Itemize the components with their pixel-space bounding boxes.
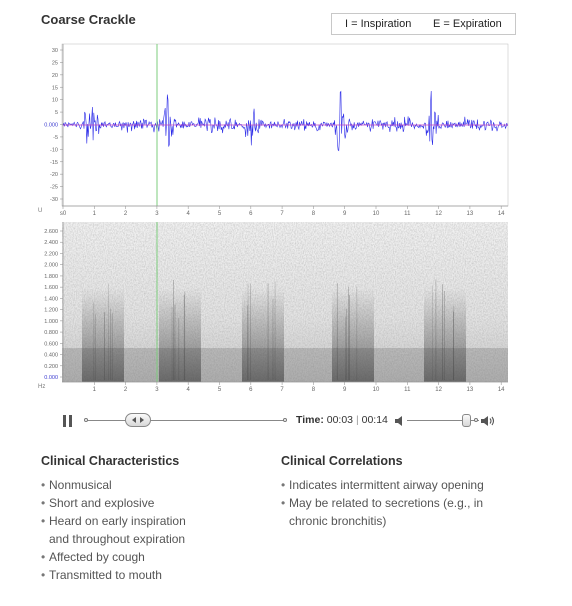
x-tick-label: 10 [372, 387, 380, 393]
correlations-list [281, 476, 531, 530]
x-tick-label: 2 [123, 387, 128, 393]
y-tick-label: 1.000 [44, 318, 58, 325]
y-tick-label: 20 [51, 72, 58, 79]
y-tick-label: 10 [51, 97, 58, 104]
y-tick-label: 5 [54, 110, 58, 117]
waveform-plot [0, 0, 572, 222]
spectrogram-y-ticks [44, 229, 63, 381]
y-tick-label: 2.200 [44, 251, 58, 258]
volume-track-end-dot [474, 418, 478, 422]
y-tick-label: 1.200 [44, 307, 58, 314]
y-tick-label: -15 [50, 159, 58, 166]
x-tick-label: 13 [466, 387, 474, 393]
x-tick-label: 6 [249, 387, 253, 393]
x-tick-label: s0 [59, 211, 67, 217]
x-tick-label: 3 [155, 211, 159, 217]
list-item: • Indicates intermittent airway opening [281, 476, 531, 494]
volume-high-icon[interactable] [480, 414, 496, 428]
list-item-continuation: and throughout expiration [49, 532, 186, 546]
x-tick-label: 13 [466, 211, 474, 217]
x-tick-label: 2 [123, 211, 128, 217]
x-tick-label: 12 [435, 211, 442, 217]
seek-track-end-dot [283, 418, 287, 422]
seek-track-start-dot [84, 418, 88, 422]
x-tick-label: 6 [249, 211, 253, 217]
x-tick-label: 7 [280, 387, 284, 393]
pause-button[interactable] [63, 415, 73, 427]
y-tick-label: 2.400 [44, 240, 58, 247]
list-item: • Affected by cough [41, 548, 261, 566]
x-tick-label: 12 [435, 387, 442, 393]
x-tick-label: 11 [404, 387, 411, 393]
x-tick-label: 14 [497, 387, 505, 393]
x-tick-label: 1 [92, 211, 96, 217]
list-item: • Heard on early inspiration [41, 512, 261, 530]
x-tick-label: 4 [186, 387, 190, 393]
list-item: • Short and explosive [41, 494, 261, 512]
y-tick-label: 1.400 [44, 296, 58, 303]
spectrogram-low-band [62, 348, 508, 382]
total-time: 00:14 [361, 414, 388, 426]
list-item: • Transmitted to mouth [41, 566, 261, 584]
clinical-characteristics [41, 454, 261, 584]
legend-inspiration: I = Inspiration [345, 18, 412, 30]
pause-icon [63, 415, 66, 427]
x-tick-label: 9 [343, 387, 347, 393]
waveform-x-ticks [60, 206, 505, 217]
y-tick-label: 0.800 [44, 330, 58, 337]
spectrogram-y-unit: Hz [38, 384, 46, 390]
y-tick-label: 0.200 [44, 363, 58, 370]
time-separator: | [355, 414, 359, 426]
y-tick-label: -30 [50, 197, 58, 203]
y-tick-label: -20 [50, 172, 58, 179]
x-tick-label: 8 [311, 211, 316, 217]
waveform-y-unit: U [38, 208, 43, 214]
x-tick-label: 11 [404, 211, 411, 217]
y-tick-label: -5 [53, 134, 58, 141]
spectrogram-plot [0, 218, 572, 398]
y-tick-label: 15 [51, 85, 58, 92]
list-item: • May be related to secretions (e.g., in [281, 494, 531, 512]
y-tick-label: 0.600 [44, 341, 58, 348]
x-tick-label: 10 [372, 211, 380, 217]
spectrogram-x-ticks [93, 382, 506, 393]
y-tick-label: 0.400 [44, 352, 58, 359]
volume-low-icon[interactable] [394, 415, 406, 427]
x-tick-label: 1 [92, 387, 96, 393]
list-item-continuation: chronic bronchitis) [289, 514, 387, 528]
pause-icon-bar [69, 415, 72, 427]
list-item: • Nonmusical [41, 476, 261, 494]
seek-track[interactable] [86, 420, 285, 421]
seek-arrows-icon [126, 414, 150, 426]
time-display [296, 414, 388, 426]
current-time: 00:03 [326, 414, 354, 426]
y-tick-label: 30 [51, 48, 58, 54]
x-tick-label: 5 [217, 387, 222, 393]
y-tick-label: 2.600 [44, 229, 58, 235]
y-tick-label: 0.000 [44, 122, 58, 129]
x-tick-label: 8 [311, 387, 316, 393]
y-tick-label: 25 [51, 60, 58, 67]
correlations-title: Clinical Correlations [281, 454, 403, 468]
page-title: Coarse Crackle [41, 12, 136, 27]
player-controls [0, 408, 572, 434]
y-tick-label: 2.000 [44, 262, 58, 269]
clinical-correlations [281, 454, 531, 530]
y-tick-label: 1.800 [44, 273, 58, 280]
characteristics-title: Clinical Characteristics [41, 454, 180, 468]
x-tick-label: 4 [186, 211, 190, 217]
x-tick-label: 3 [155, 387, 159, 393]
y-tick-label: -25 [50, 184, 58, 191]
x-tick-label: 7 [280, 211, 284, 217]
y-tick-label: 1.600 [44, 285, 58, 292]
x-tick-label: 5 [217, 211, 222, 217]
y-tick-label: 0.000 [44, 375, 58, 381]
volume-thumb[interactable] [462, 414, 471, 427]
seek-thumb[interactable] [125, 413, 151, 427]
time-label: Time: [296, 414, 324, 426]
legend-expiration: E = Expiration [433, 18, 502, 30]
characteristics-list [41, 476, 261, 584]
y-tick-label: -10 [50, 147, 58, 154]
x-tick-label: 14 [497, 211, 505, 217]
waveform-y-ticks [44, 48, 63, 203]
x-tick-label: 9 [343, 211, 347, 217]
